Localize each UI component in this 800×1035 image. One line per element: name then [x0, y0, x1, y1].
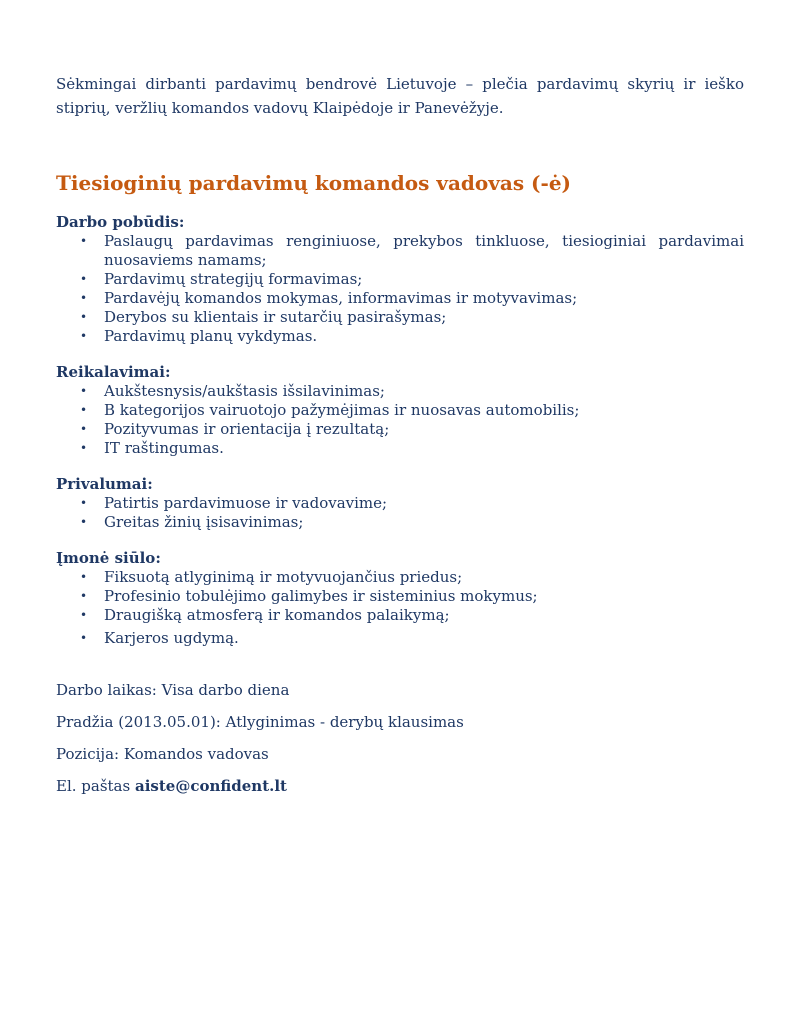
bullet-icon: • — [80, 384, 88, 398]
list-item-text: Pardavimų planų vykdymas. — [104, 327, 318, 345]
bullet-icon: • — [80, 422, 88, 436]
bullet-icon: • — [80, 234, 88, 248]
email-label: El. paštas — [56, 777, 131, 795]
section-reikalavimai — [56, 362, 744, 458]
bullet-icon: • — [80, 272, 88, 286]
list-item — [80, 606, 744, 625]
list-item — [80, 587, 744, 606]
list-item-text: B kategorijos vairuotojo pažymėjimas ir nuosavas automobilis; — [104, 401, 580, 419]
list-item-text: Profesinio tobulėjimo galimybes ir sisteminius mokymus; — [104, 587, 538, 605]
list-item — [80, 439, 744, 458]
intro-paragraph: Sėkmingai dirbanti pardavimų bendrovė Lietuvoje – plečia pardavimų skyrių ir ieško stiprių, veržlių komandos vadovų Klaipėdoje ir Panevėžyje. — [56, 75, 744, 117]
list-item — [80, 382, 744, 401]
list-item — [80, 513, 744, 532]
bullet-list — [56, 494, 744, 532]
job-details-footer — [56, 680, 744, 796]
bullet-icon: • — [80, 631, 88, 645]
bullet-icon: • — [80, 608, 88, 622]
job-title: Tiesioginių pardavimų komandos vadovas (-ė) — [56, 171, 571, 195]
bullet-icon: • — [80, 589, 88, 603]
list-item-text: Derybos su klientais ir sutarčių pasirašymas; — [104, 308, 447, 326]
list-item — [80, 232, 744, 270]
section-darbo-pobudis — [56, 212, 744, 346]
bullet-list — [56, 382, 744, 458]
work-time: Darbo laikas: Visa darbo diena — [56, 681, 290, 699]
bullet-list — [56, 232, 744, 346]
bullet-icon: • — [80, 291, 88, 305]
list-item-text: Aukštesnysis/aukštasis išsilavinimas; — [104, 382, 385, 400]
list-item — [80, 420, 744, 439]
list-item-text: Pozityvumas ir orientacija į rezultatą; — [104, 420, 390, 438]
section-title: Reikalavimai: — [56, 363, 171, 381]
list-item — [80, 494, 744, 513]
bullet-icon: • — [80, 570, 88, 584]
list-item-text: Greitas žinių įsisavinimas; — [104, 513, 304, 531]
bullet-icon: • — [80, 329, 88, 343]
list-item — [80, 289, 744, 308]
list-item — [80, 401, 744, 420]
section-title: Darbo pobūdis: — [56, 213, 185, 231]
bullet-icon: • — [80, 441, 88, 455]
list-item — [80, 327, 744, 346]
list-item-text: Pardavimų strategijų formavimas; — [104, 270, 363, 288]
position: Pozicija: Komandos vadovas — [56, 745, 269, 763]
start-date: Pradžia (2013.05.01): Atlyginimas - derybų klausimas — [56, 713, 464, 731]
section-title: Įmonė siūlo: — [56, 549, 161, 567]
section-privalumai — [56, 474, 744, 532]
list-item-text: Karjeros ugdymą. — [104, 629, 239, 647]
email-link[interactable]: aiste@confident.lt — [134, 777, 287, 795]
list-item — [80, 629, 744, 648]
bullet-icon: • — [80, 496, 88, 510]
email-row — [56, 776, 744, 796]
list-item-text: Draugišką atmosferą ir komandos palaikymą; — [104, 606, 450, 624]
bullet-icon: • — [80, 403, 88, 417]
section-title: Privalumai: — [56, 475, 153, 493]
list-item-text: Patirtis pardavimuose ir vadovavime; — [104, 494, 388, 512]
sections-container — [56, 212, 744, 648]
list-item — [80, 270, 744, 289]
section-imone-siulo — [56, 548, 744, 648]
bullet-icon: • — [80, 515, 88, 529]
bullet-list — [56, 568, 744, 648]
list-item-text: Fiksuotą atlyginimą ir motyvuojančius priedus; — [104, 568, 463, 586]
list-item-text: Paslaugų pardavimas renginiuose, prekybos tinkluose, tiesioginiai pardavimai nuosaviems namams; — [104, 232, 744, 269]
list-item — [80, 308, 744, 327]
bullet-icon: • — [80, 310, 88, 324]
list-item-text: IT raštingumas. — [104, 439, 224, 457]
list-item-text: Pardavėjų komandos mokymas, informavimas ir motyvavimas; — [104, 289, 578, 307]
list-item — [80, 568, 744, 587]
